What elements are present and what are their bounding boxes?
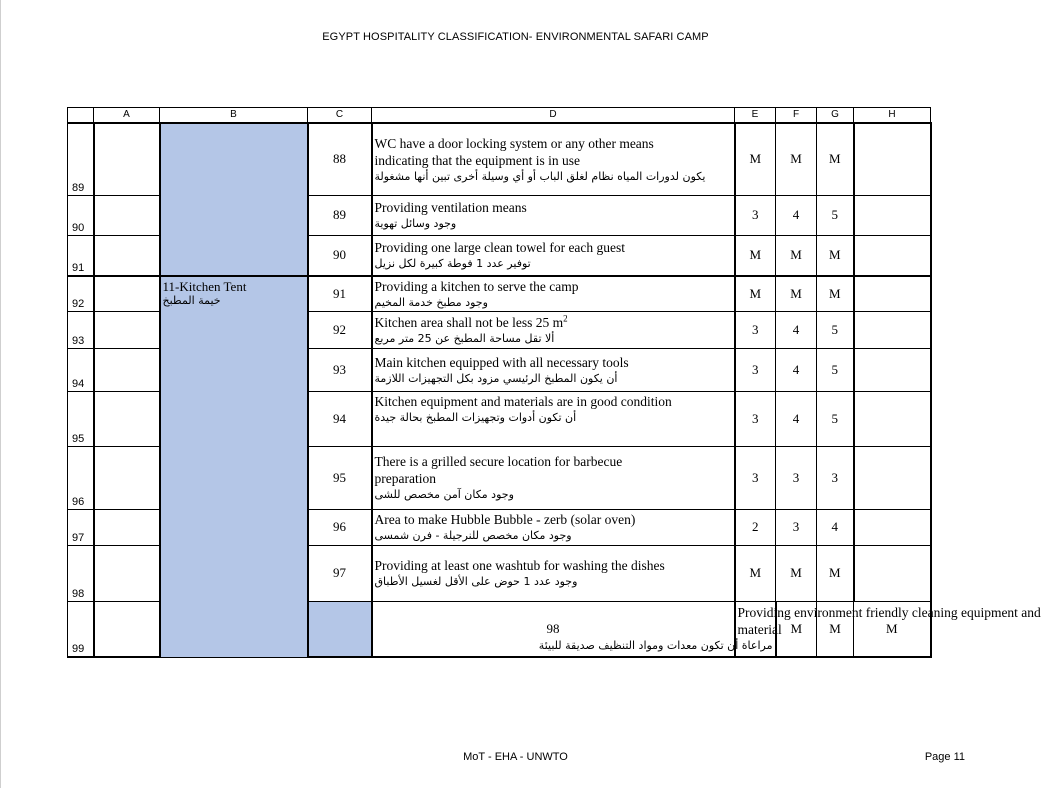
cell-a <box>94 123 160 195</box>
grade-e: M <box>776 601 817 657</box>
criterion-en: Area to make Hubble Bubble - zerb (solar oven) <box>374 512 636 527</box>
criterion-ar: وجود وسائل تهوية <box>374 217 457 230</box>
criterion-en: Providing at least one washtub for washing the dishes <box>374 558 665 573</box>
row-number: 98 <box>68 545 94 601</box>
grade-e: 2 <box>735 509 776 545</box>
table-row <box>68 123 931 195</box>
criterion-text <box>372 391 735 446</box>
grade-f: M <box>776 276 817 311</box>
cell-a <box>94 195 160 235</box>
grade-e: 3 <box>735 348 776 391</box>
criterion-en: WC have a door locking system or any other means <box>374 135 654 151</box>
row-number: 96 <box>68 446 94 509</box>
criterion-ar: وجود مكان آمن مخصص للشى <box>374 488 514 501</box>
criterion-text <box>372 311 735 348</box>
criterion-en-main: Kitchen area shall not be less 25 m <box>374 314 564 330</box>
row-number: 92 <box>68 276 94 311</box>
criterion-ar: مراعاة أن تكون معدات ومواد التنظيف صديقة للبيئة <box>538 639 773 653</box>
section-cell-blank <box>308 601 372 657</box>
section-title-ar: خيمة المطبخ <box>162 294 221 307</box>
criterion-ar: أن يكون المطبخ الرئيسي مزود بكل التجهيزات اللازمة <box>374 371 618 385</box>
grade-g: M <box>854 601 931 657</box>
grade-g: M <box>817 545 854 601</box>
criterion-en: There is a grilled secure location for barbecue <box>374 454 623 469</box>
grade-e: 3 <box>735 446 776 509</box>
criterion-ar: وجود مطبخ خدمة المخيم <box>374 295 488 309</box>
criterion-text <box>372 123 735 195</box>
column-header-a: A <box>94 108 160 124</box>
cell-h <box>854 235 931 276</box>
criterion-en-cont: preparation <box>374 471 436 486</box>
cell-a <box>94 509 160 545</box>
cell-h <box>854 311 931 348</box>
item-number: 92 <box>308 311 372 348</box>
grade-e: M <box>735 235 776 276</box>
grade-f: M <box>776 545 817 601</box>
item-number: 96 <box>308 509 372 545</box>
grade-f: M <box>776 123 817 195</box>
grade-g: 4 <box>817 509 854 545</box>
criterion-text <box>372 545 735 601</box>
criterion-en-cont: indicating that the equipment is in use <box>374 152 580 168</box>
criterion-text <box>372 348 735 391</box>
criterion-ar: توفير عدد 1 فوطة كبيرة لكل نزيل <box>374 257 531 271</box>
column-header-c: C <box>308 108 372 124</box>
grade-g: M <box>817 123 854 195</box>
cell-h <box>854 509 931 545</box>
grade-g: 5 <box>817 391 854 446</box>
criterion-en: Providing a kitchen to serve the camp <box>374 278 579 294</box>
column-header-g: G <box>817 108 854 124</box>
grade-f: 4 <box>776 311 817 348</box>
grade-f: 3 <box>776 446 817 509</box>
grade-f: 4 <box>776 195 817 235</box>
cell-a <box>94 545 160 601</box>
cell-h <box>854 446 931 509</box>
criterion-text <box>372 235 735 276</box>
cell-a <box>94 348 160 391</box>
cell-h <box>854 391 931 446</box>
grade-g: 5 <box>817 195 854 235</box>
grade-f: M <box>817 601 854 657</box>
criterion-en: Kitchen equipment and materials are in good condition <box>374 393 672 409</box>
grade-g: 5 <box>817 311 854 348</box>
grade-f: 4 <box>776 348 817 391</box>
grade-e: 3 <box>735 391 776 446</box>
section-cell-previous <box>160 123 308 276</box>
criterion-text <box>372 195 735 235</box>
superscript: 2 <box>563 313 568 323</box>
item-number: 94 <box>308 391 372 446</box>
criterion-ar: أن تكون أدوات وتجهيزات المطبخ بحالة جيدة <box>374 410 577 424</box>
column-header-f: F <box>776 108 817 124</box>
column-header-h: H <box>854 108 931 124</box>
criterion-text <box>372 509 735 545</box>
criterion-ar: يكون لدورات المياه نظام لغلق الباب أو أي وسيلة أخرى تبين أنها مشغولة <box>374 169 706 183</box>
cell-a <box>94 391 160 446</box>
row-number: 89 <box>68 123 94 195</box>
criterion-en <box>375 314 732 331</box>
item-number: 98 <box>372 601 735 657</box>
grade-f: 4 <box>776 391 817 446</box>
cell-h <box>854 195 931 235</box>
column-header-row <box>68 108 931 124</box>
criterion-en: Main kitchen equipped with all necessary tools <box>374 354 629 370</box>
cell-a <box>94 601 160 657</box>
criterion-ar: وجود مكان مخصص للنرجيلة - فرن شمسى <box>374 529 572 542</box>
row-number: 99 <box>68 601 94 657</box>
criterion-ar: ألا تقل مساحة المطبخ عن 25 متر مربع <box>374 331 555 345</box>
page-number: Page 11 <box>924 751 965 763</box>
criterion-en: Providing environment friendly cleaning equipment and <box>737 605 1041 621</box>
page-footer-center: MoT - EHA - UNWTO <box>463 751 568 763</box>
corner-cell <box>68 108 94 124</box>
cell-a <box>94 276 160 311</box>
row-number: 93 <box>68 311 94 348</box>
cell-h <box>854 123 931 195</box>
grade-g: M <box>817 235 854 276</box>
criterion-text <box>372 446 735 509</box>
criterion-ar: وجود عدد 1 حوض على الأقل لغسيل الأطباق <box>374 575 578 588</box>
criterion-text <box>372 276 735 311</box>
grade-f: M <box>776 235 817 276</box>
row-number: 90 <box>68 195 94 235</box>
item-number: 90 <box>308 235 372 276</box>
table-row <box>68 276 931 311</box>
grade-e: M <box>735 123 776 195</box>
cell-h <box>854 545 931 601</box>
criterion-en: Providing one large clean towel for each guest <box>374 240 626 256</box>
grade-g: 5 <box>817 348 854 391</box>
criterion-en-cont: material <box>737 622 782 638</box>
grade-e: M <box>735 545 776 601</box>
column-header-b: B <box>160 108 308 124</box>
cell-a <box>94 446 160 509</box>
classification-table <box>67 107 1041 658</box>
cell-h <box>854 348 931 391</box>
item-number: 97 <box>308 545 372 601</box>
column-header-e: E <box>735 108 776 124</box>
grade-e: 3 <box>735 195 776 235</box>
item-number: 95 <box>308 446 372 509</box>
section-title-en: 11-Kitchen Tent <box>162 279 247 294</box>
grade-f: 3 <box>776 509 817 545</box>
item-number: 93 <box>308 348 372 391</box>
page-header-title: EGYPT HOSPITALITY CLASSIFICATION- ENVIRONMENTAL SAFARI CAMP <box>322 31 709 43</box>
grade-g: 3 <box>817 446 854 509</box>
item-number: 91 <box>308 276 372 311</box>
row-number: 95 <box>68 391 94 446</box>
grade-e: M <box>735 276 776 311</box>
cell-a <box>94 311 160 348</box>
cell-h <box>854 276 931 311</box>
row-number: 94 <box>68 348 94 391</box>
page-edge <box>0 0 1 788</box>
grade-e: 3 <box>735 311 776 348</box>
section-cell-kitchen-tent <box>160 276 308 657</box>
grade-g: M <box>817 276 854 311</box>
item-number: 89 <box>308 195 372 235</box>
cell-a <box>94 235 160 276</box>
row-number: 91 <box>68 235 94 276</box>
criterion-en: Providing ventilation means <box>374 200 527 215</box>
row-number: 97 <box>68 509 94 545</box>
item-number: 88 <box>308 123 372 195</box>
column-header-d: D <box>372 108 735 124</box>
